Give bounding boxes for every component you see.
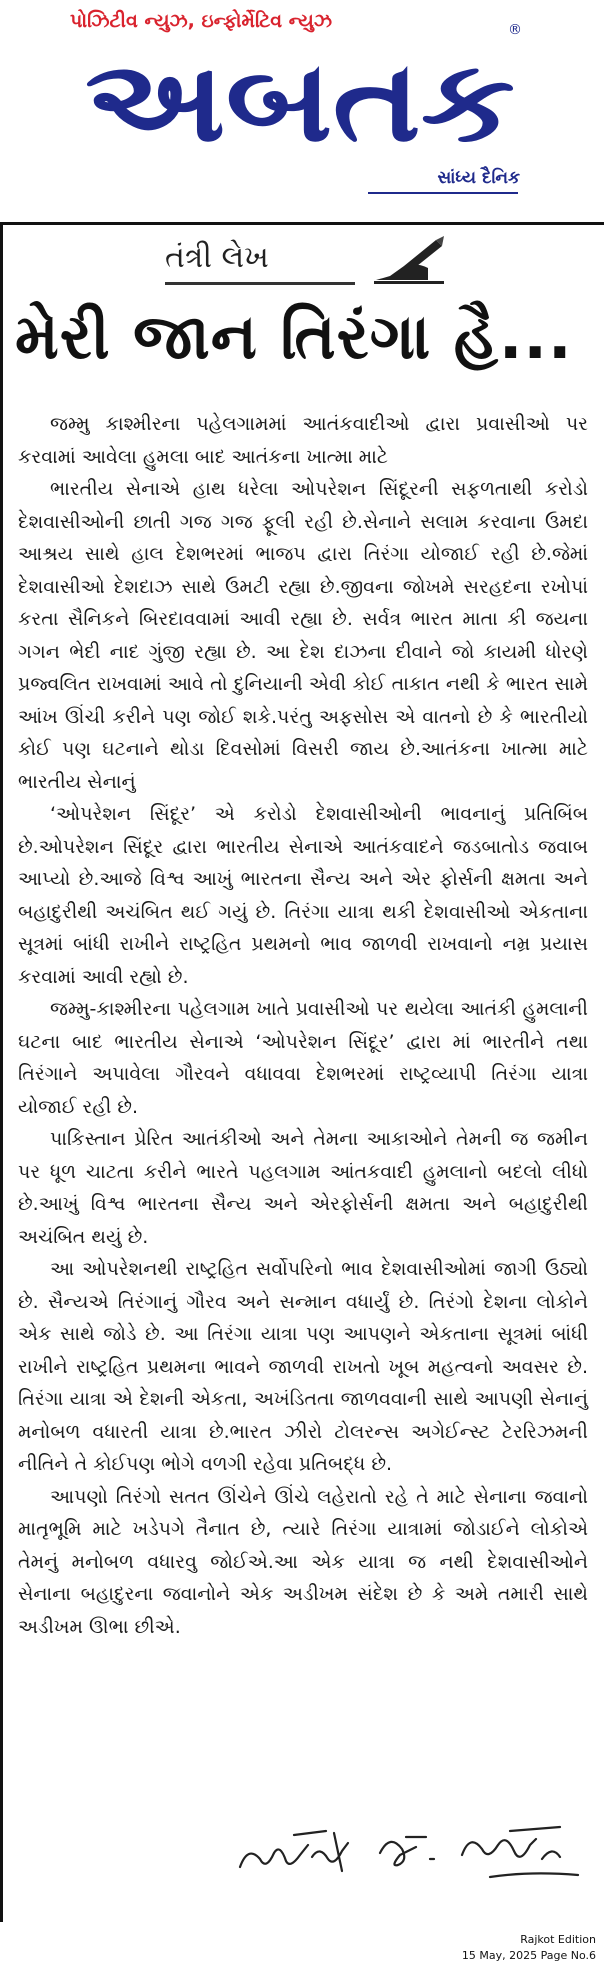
editorial-body	[18, 408, 588, 1643]
edition-type-underline	[368, 192, 518, 194]
body-paragraph: ‘ઓપરેશન સિંદૂર’ એ કરોડો દેશવાસીઓની ભાવનાનું પ્રતિબિંબ છે.ઓપરેશન સિંદૂર દ્વારા ભારતીય સેનાએ આતંકવાદને જડબાતોડ જવાબ આપ્યો છે.આજે વિશ્વ આખું ભારતના સૈન્ય અને એર ફોર્સની ક્ષમતા અને બહાદુરીથી અચંબિત થઈ ગયું છે. તિરંગા યાત્રા થકી દેશવાસીઓ એકતાના સૂત્રમાં બાંધી રાખીને રાષ્ટ્રહિત પ્રથમનો ભાવ જાળવી રાખવાનો નમ્ર પ્રયાસ કરવામાં આવી રહ્યો છે.	[18, 803, 588, 988]
body-paragraph: ભારતીય સેનાએ હાથ ધરેલા ઓપરેશન સિંદૂરની સફળતાથી કરોડો દેશવાસીઓની છાતી ગજ ગજ ફૂલી રહી છે.સેનાને સલામ કરવાના ઉમદા આશ્રય સાથે હાલ દેશભરમાં ભાજપ દ્વારા તિરંગા યોજાઈ રહી છે.જેમાં દેશવાસીઓ દેશદાઝ સાથે ઉમટી રહ્યા છે.જીવના જોખમે સરહદના રખોપાં કરતા સૈનિકને બિરદાવવામાં આવી રહ્યા છે. સર્વત્ર ભારત માતા કી જયના ગગન ભેદી નાદ ગુંજી રહ્યા છે. આ દેશ દાઝના દીવાને જો કાયમી ધોરણે પ્રજ્વલિત રાખવામાં આવે તો દુનિયાની એવી કોઈ તાકાત નથી કે ભારત સામે આંખ ઊંચી કરીને પણ જોઈ શકે.પરંતુ અફસોસ એ વાતનો છે કે ભારતીયો કોઈ પણ ઘટનાને થોડા દિવસોમાં વિસરી જાય છે.આતંકના ખાત્મા માટે ભારતીય સેનાનું	[18, 478, 588, 793]
editorial-label: તંત્રી લેખ	[165, 240, 269, 275]
body-paragraph: જમ્મુ કાશ્મીરના પહેલગામમાં આતંકવાદીઓ દ્વારા પ્રવાસીઓ પર કરવામાં આવેલા હુમલા બાદ આતંકના ખાત્મા માટે	[18, 413, 588, 468]
body-paragraph: જમ્મુ-કાશ્મીરના પહેલગામ ખાતે પ્રવાસીઓ પર થયેલા આતંકી હુમલાની ઘટના બાદ ભારતીય સેનાએ ‘ઓપરેશન સિંદૂર’ દ્વારા માં ભારતીને તથા તિરંગાને અપાવેલા ગૌરવને વધાવવા દેશભરમાં રાષ્ટ્રવ્યાપી તિરંગા યાત્રા યોજાઈ રહી છે.	[18, 998, 588, 1118]
body-paragraph: આ ઓપરેશનથી રાષ્ટ્રહિત સર્વોપરિનો ભાવ દેશવાસીઓમાં જાગી ઉઠ્યો છે. સૈન્યએ તિરંગાનું ગૌરવ અને સન્માન વધાર્યું છે. તિરંગો દેશના લોકોને એક સાથે જોડે છે. આ તિરંગા યાત્રા પણ આપણને એકતાના સૂત્રમાં બાંધી રાખીને રાષ્ટ્રહિત પ્રથમના ભાવને જાળવી રાખતો ખૂબ મહત્વનો અવસર છે. તિરંગા યાત્રા એ દેશની એકતા, અખંડિતતા જાળવવાની સાથે આપણી સેનાનું મનોબળ વધારતી યાત્રા છે.ભારત ઝીરો ટોલરન્સ અગેઈન્સ્ટ ટેરરિઝમની નીતિને તે કોઈપણ ભોગે વળગી રહેવા પ્રતિબદ્ધ છે.	[18, 1258, 588, 1475]
edition-type: સાંધ્ય દૈનિક	[437, 168, 520, 188]
editorial-headline: મેરી જાન તિરંગા હૈ...	[15, 300, 573, 373]
brand-logo	[80, 40, 520, 160]
edition-name: Rajkot Edition	[520, 1933, 596, 1946]
registered-mark: ®	[508, 22, 522, 38]
editorial-label-underline	[165, 282, 355, 285]
article-frame-left-rule	[0, 222, 3, 1922]
body-paragraph: પાકિસ્તાન પ્રેરિત આતંકીઓ અને તેમના આકાઓને તેમની જ જમીન પર ધૂળ ચાટતા કરીને ભારતે પહલગામ આંતકવાદી હુમલાનો બદલો લીધો છે.આખું વિશ્વ ભારતના સૈન્ય અને એરફોર્સની ક્ષમતા અને બહાદુરીથી અચંબિત થયું છે.	[18, 1128, 588, 1248]
editor-signature	[230, 1815, 590, 1895]
brand-logo-text: અબતક	[85, 40, 515, 160]
masthead-tagline: પોઝિટીવ ન્યુઝ, ઇન્ફોર્મેટિવ ન્યુઝ	[70, 10, 332, 32]
editorial-section-header	[165, 236, 455, 286]
edition-info	[462, 1932, 596, 1964]
pen-writing-icon	[370, 236, 450, 286]
masthead	[0, 0, 604, 205]
edition-date-page: 15 May, 2025 Page No.6	[461, 1949, 596, 1962]
body-paragraph: આપણો તિરંગો સતત ઊંચેને ઊંચે લહેરાતો રહે તે માટે સેનાના જવાનો માતૃભૂમિ માટે ખડેપગે તૈનાત છે, ત્યારે તિરંગા યાત્રામાં જોડાઈને લોકોએ તેમનું મનોબળ વધારવુ જોઈએ.આ એક યાત્રા જ નથી દેશવાસીઓને સેનાના બહાદુરના જવાનોને એક અડીખમ સંદેશ છે કે અમે તમારી સાથે અડીખમ ઊભા છીએ.	[18, 1485, 588, 1638]
